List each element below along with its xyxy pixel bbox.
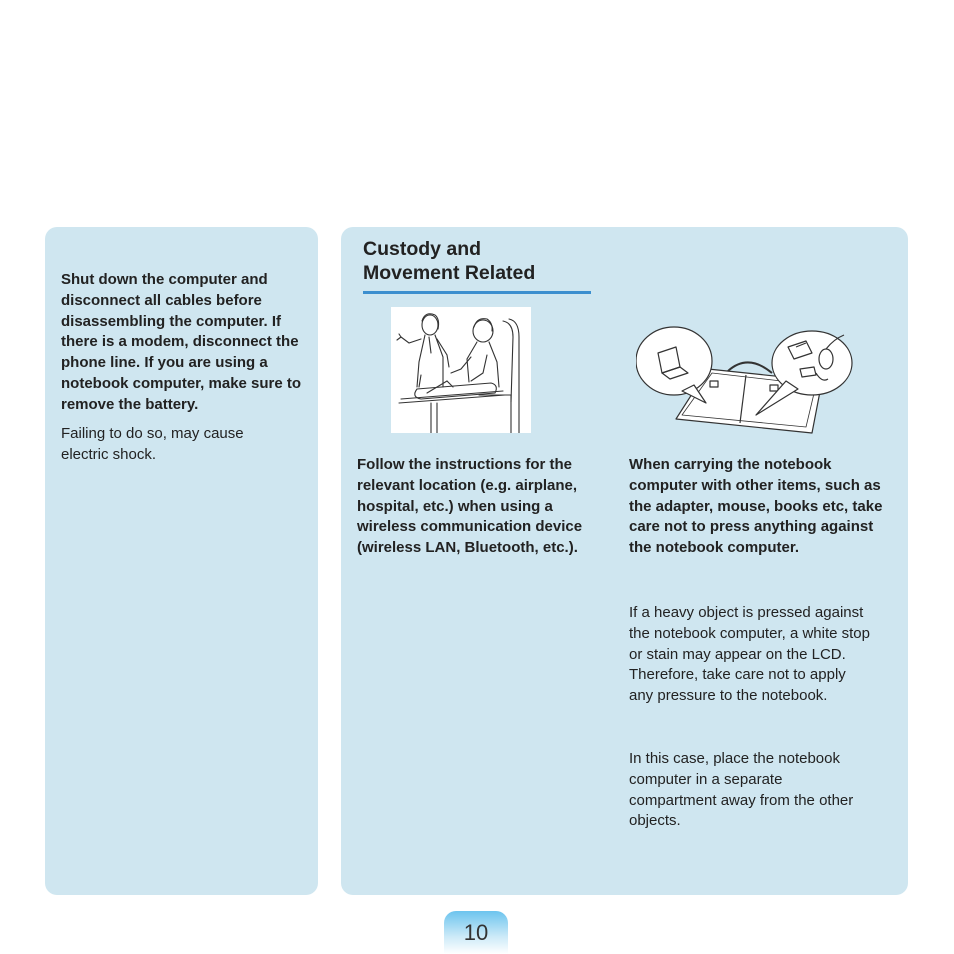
airplane-passengers-illustration: [391, 307, 531, 433]
section-title-line2: Movement Related: [363, 262, 536, 284]
warning-note: Failing to do so, may cause electric shock.: [61, 425, 244, 463]
warning-panel: [45, 227, 318, 895]
section-title-line1: Custody and: [363, 238, 482, 260]
laptop-bag-illustration: [636, 323, 856, 439]
page-number-tab: [444, 911, 508, 954]
warning-text: Shut down the computer and disconnect all cables before disassembling the computer. If there is a modem, disconnect the phone line. If you are using a notebook computer, make sure to remove the battery.: [61, 271, 302, 413]
page-number: 10: [463, 920, 489, 945]
wireless-instruction: Follow the instructions for the relevant location (e.g. airplane, hospital, etc.) when using a wireless communication device (wireless LAN, Bluetooth, etc.).: [357, 456, 583, 557]
carrying-instruction: When carrying the notebook computer with other items, such as the adapter, mouse, books etc, take care not to press anything against the notebook computer.: [629, 456, 883, 557]
section-title: [363, 237, 591, 285]
custody-panel: [341, 227, 908, 895]
pressure-note: If a heavy object is pressed against the notebook computer, a white stop or stain may appear on the LCD. Therefore, take care not to apply any pressure to the notebook.: [629, 604, 870, 705]
compartment-note: In this case, place the notebook computer in a separate compartment away from the other objects.: [629, 750, 854, 830]
title-underline: [363, 291, 591, 294]
